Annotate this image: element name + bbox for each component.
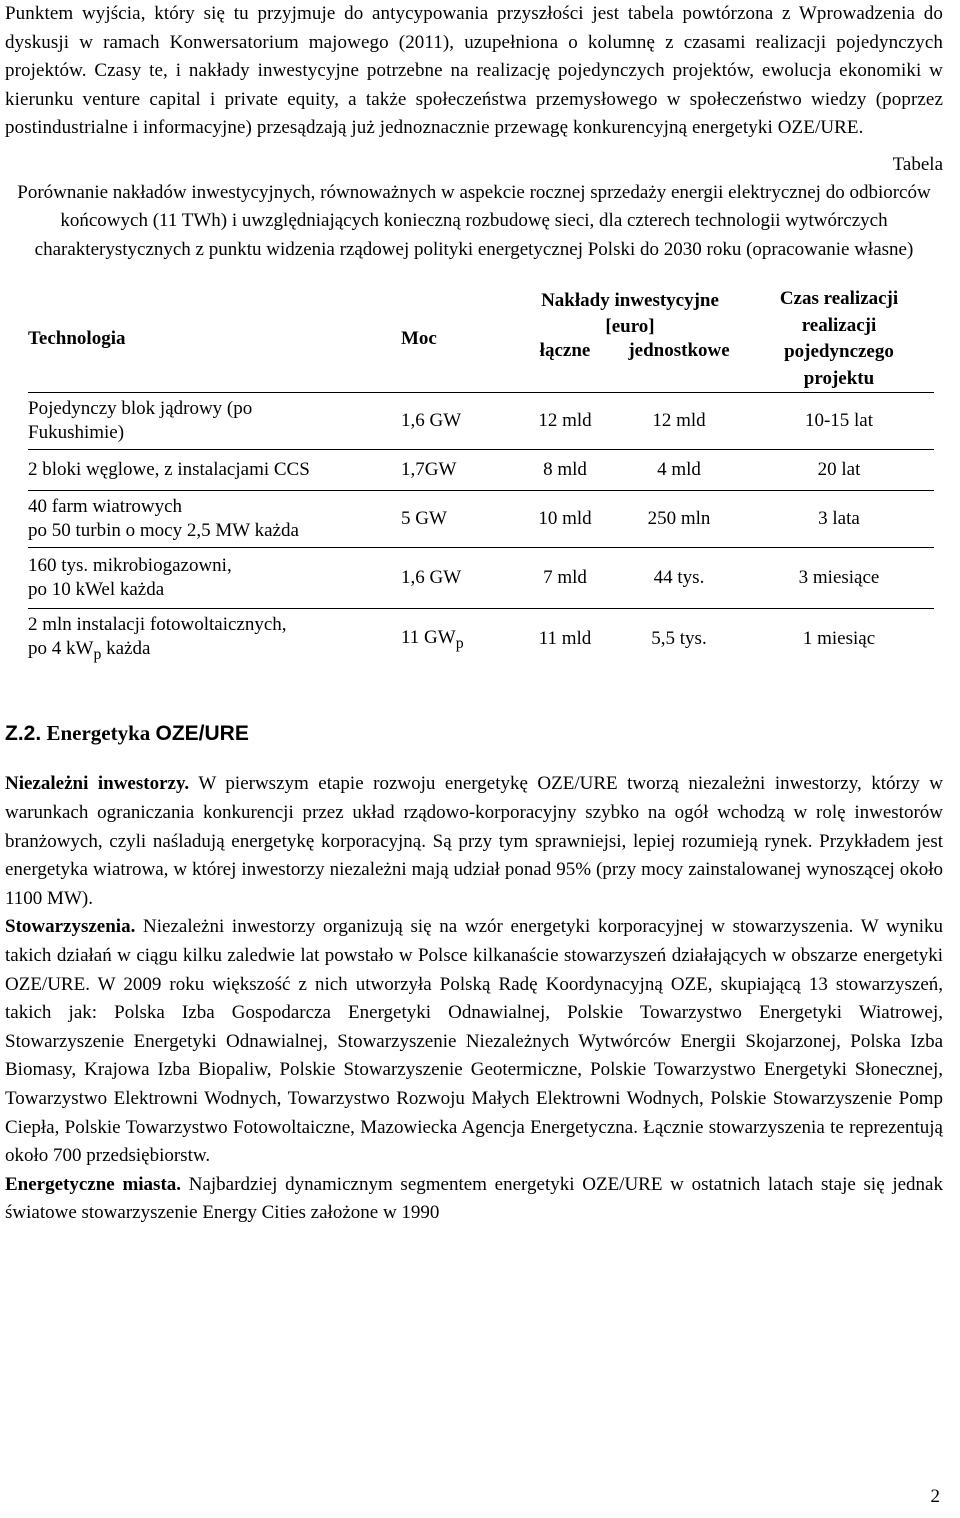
section-title-a: Energetyka [46,721,156,746]
section-heading [5,721,943,746]
table-caption: Porównanie nakładów inwestycyjnych, równoważnych w aspekcie rocznej sprzedaży energii elektrycznej do odbiorców końcowych (11 TWh) i uwzględniających konieczną rozbudowę sieci, dla czterech technologii wytwórczych charakterystycznych z punktu widzenia rządowej polityki energetycznej Polski do 2030 roku (opracowanie własne) [17,181,931,260]
table-header-row [28,286,934,340]
cell-jednostkowe: 44 tys. [614,548,744,609]
table-row [28,450,934,491]
cell-jednostkowe: 12 mld [614,393,744,450]
cell-moc: 1,6 GW [401,393,516,450]
cell-tech-line1: 2 bloki węglowe, z instalacjami CCS [28,459,310,481]
investment-table [28,286,934,669]
table-label: Tabela [892,153,943,175]
section-title-b: OZE/URE [155,722,249,746]
cell-tech-line2: po 10 kWel każda [28,579,165,601]
table-row [28,548,934,609]
table-row [28,491,934,548]
cell-technologia [28,609,401,670]
cell-tech-line2: Fukushimie) [28,422,125,444]
cell-czas: 3 lata [744,491,934,548]
cell-jednostkowe: 250 mln [614,491,744,548]
cell-tech-line1: Pojedynczy blok jądrowy (po [28,398,253,420]
page-number: 2 [930,1486,940,1507]
paragraph-niezalezni [5,770,943,913]
cell-tech-text: po 4 kW [28,637,94,659]
cell-technologia [28,491,401,548]
cell-laczne: 8 mld [516,450,614,491]
cell-moc: 1,7GW [401,450,516,491]
paragraph-lead: Niezależni inwestorzy. [5,773,190,795]
paragraph-stowarzyszenia [5,913,943,1170]
cell-moc: 5 GW [401,491,516,548]
cell-tech-line2: po 50 turbin o mocy 2,5 MW każda [28,520,299,542]
header-czas-line3: pojedynczego [784,341,894,363]
cell-laczne: 7 mld [516,548,614,609]
paragraph-text: W pierwszym etapie rozwoju energetykę OZE/URE tworzą niezależni inwestorzy, którzy w warunkach ograniczania konkurencji przez układ rządowo-korporacyjny szybko na ogół wchodzą w rolę inwestorów branżowych, czyli naśladują energetykę korporacyjną. Są przy tym sprawniejsi, lepiej rozumieją rynek. Przykładem jest energetyka wiatrowa, w której inwestorzy niezależni mają udział ponad 95% (przy mocy zainstalowanej wynoszącej około 1100 MW). [5,773,943,909]
header-czas-line2: realizacji [801,314,877,336]
document-page [5,0,943,1228]
header-jednostkowe: jednostkowe [628,340,730,362]
cell-tech-line1: 160 tys. mikrobiogazowni, [28,555,232,577]
cell-technologia [28,393,401,450]
cell-jednostkowe: 4 mld [614,450,744,491]
cell-laczne: 12 mld [516,393,614,450]
header-laczne: łączne [539,340,591,362]
cell-czas: 3 miesiące [744,548,934,609]
header-naklady-line1: Nakłady inwestycyjne [541,290,719,312]
cell-czas: 20 lat [744,450,934,491]
cell-tech-subscript: p [93,645,102,663]
cell-tech-line1: 40 farm wiatrowych [28,496,183,518]
header-naklady [516,286,744,340]
cell-laczne: 11 mld [516,609,614,670]
header-naklady-line2: [euro] [605,316,655,338]
table-row [28,393,934,450]
cell-technologia [28,450,401,491]
body-text [5,770,943,1228]
paragraph-text: Najbardziej dynamicznym segmentem energetyki OZE/URE w ostatnich latach staje się jednak światowe stowarzyszenie Energy Cities założone w 1990 [5,1173,943,1224]
cell-tech-text: każda [101,637,151,659]
header-technologia: Technologia [28,328,126,350]
cell-tech-line2 [28,637,401,667]
header-czas [744,286,934,393]
header-czas-line1: Czas realizacji [779,288,899,310]
cell-moc-value: 11 GW [401,626,456,648]
cell-jednostkowe: 5,5 tys. [614,609,744,670]
header-moc: Moc [401,328,437,350]
cell-laczne: 10 mld [516,491,614,548]
paragraph-lead: Energetyczne miasta. [5,1173,182,1195]
header-czas-line4: projektu [803,367,875,389]
cell-moc: 1,6 GW [401,548,516,609]
cell-tech-line1: 2 mln instalacji fotowoltaicznych, [28,613,287,635]
paragraph-lead: Stowarzyszenia. [5,916,136,938]
cell-czas: 1 miesiąc [744,609,934,670]
paragraph-text: Niezależni inwestorzy organizują się na wzór energetyki korporacyjnej w stowarzyszenia. W wyniku takich działań w ciągu kilku zaledwie lat powstało w Polsce kilkanaście stowarzyszeń działających w obszarze energetyki OZE/URE. W 2009 roku większość z nich utworzyła Polską Radę Koordynacyjną OZE, skupiającą 13 stowarzyszeń, takich jak: Polska Izba Gospodarcza Energetyki Odnawialnej, Polskie Towarzystwo Energetyki Wiatrowej, Stowarzyszenie Energetyki Odnawialnej, Stowarzyszenie Niezależnych Wytwórców Energii Skojarzonej, Polska Izba Biomasy, Krajowa Izba Biopaliw, Polskie Stowarzyszenie Geotermiczne, Polskie Towarzystwo Energetyki Słonecznej, Towarzystwo Elektrowni Wodnych, Towarzystwo Rozwoju Małych Elektrowni Wodnych, Polskie Stowarzyszenie Pomp Ciepła, Polskie Towarzystwo Fotowoltaiczne, Mazowiecka Agencja Energetyczna. Łącznie stowarzyszenia te reprezentują około 700 przedsiębiorstw. [5,916,943,1167]
cell-technologia [28,548,401,609]
cell-moc-subscript: p [455,634,464,652]
paragraph-miasta [5,1171,943,1228]
table-row [28,609,934,670]
cell-czas: 10-15 lat [744,393,934,450]
intro-paragraph: Punktem wyjścia, który się tu przyjmuje do antycypowania przyszłości jest tabela powtórzona z Wprowadzenia do dyskusji w ramach Konwersatorium majowego (2011), uzupełniona o kolumnę z czasami realizacji pojedynczych projektów. Czasy te, i nakłady inwestycyjne potrzebne na realizację pojedynczych projektów, ewolucja ekonomiki w kierunku venture capital i private equity, a także społeczeństwa przemysłowego w społeczeństwo wiedzy (poprzez postindustrialne i informacyjne) przesądzają już jednoznacznie przewagę konkurencyjną energetyki OZE/URE. [5,3,943,139]
section-number: Z.2. [5,722,42,746]
cell-moc [401,609,516,670]
